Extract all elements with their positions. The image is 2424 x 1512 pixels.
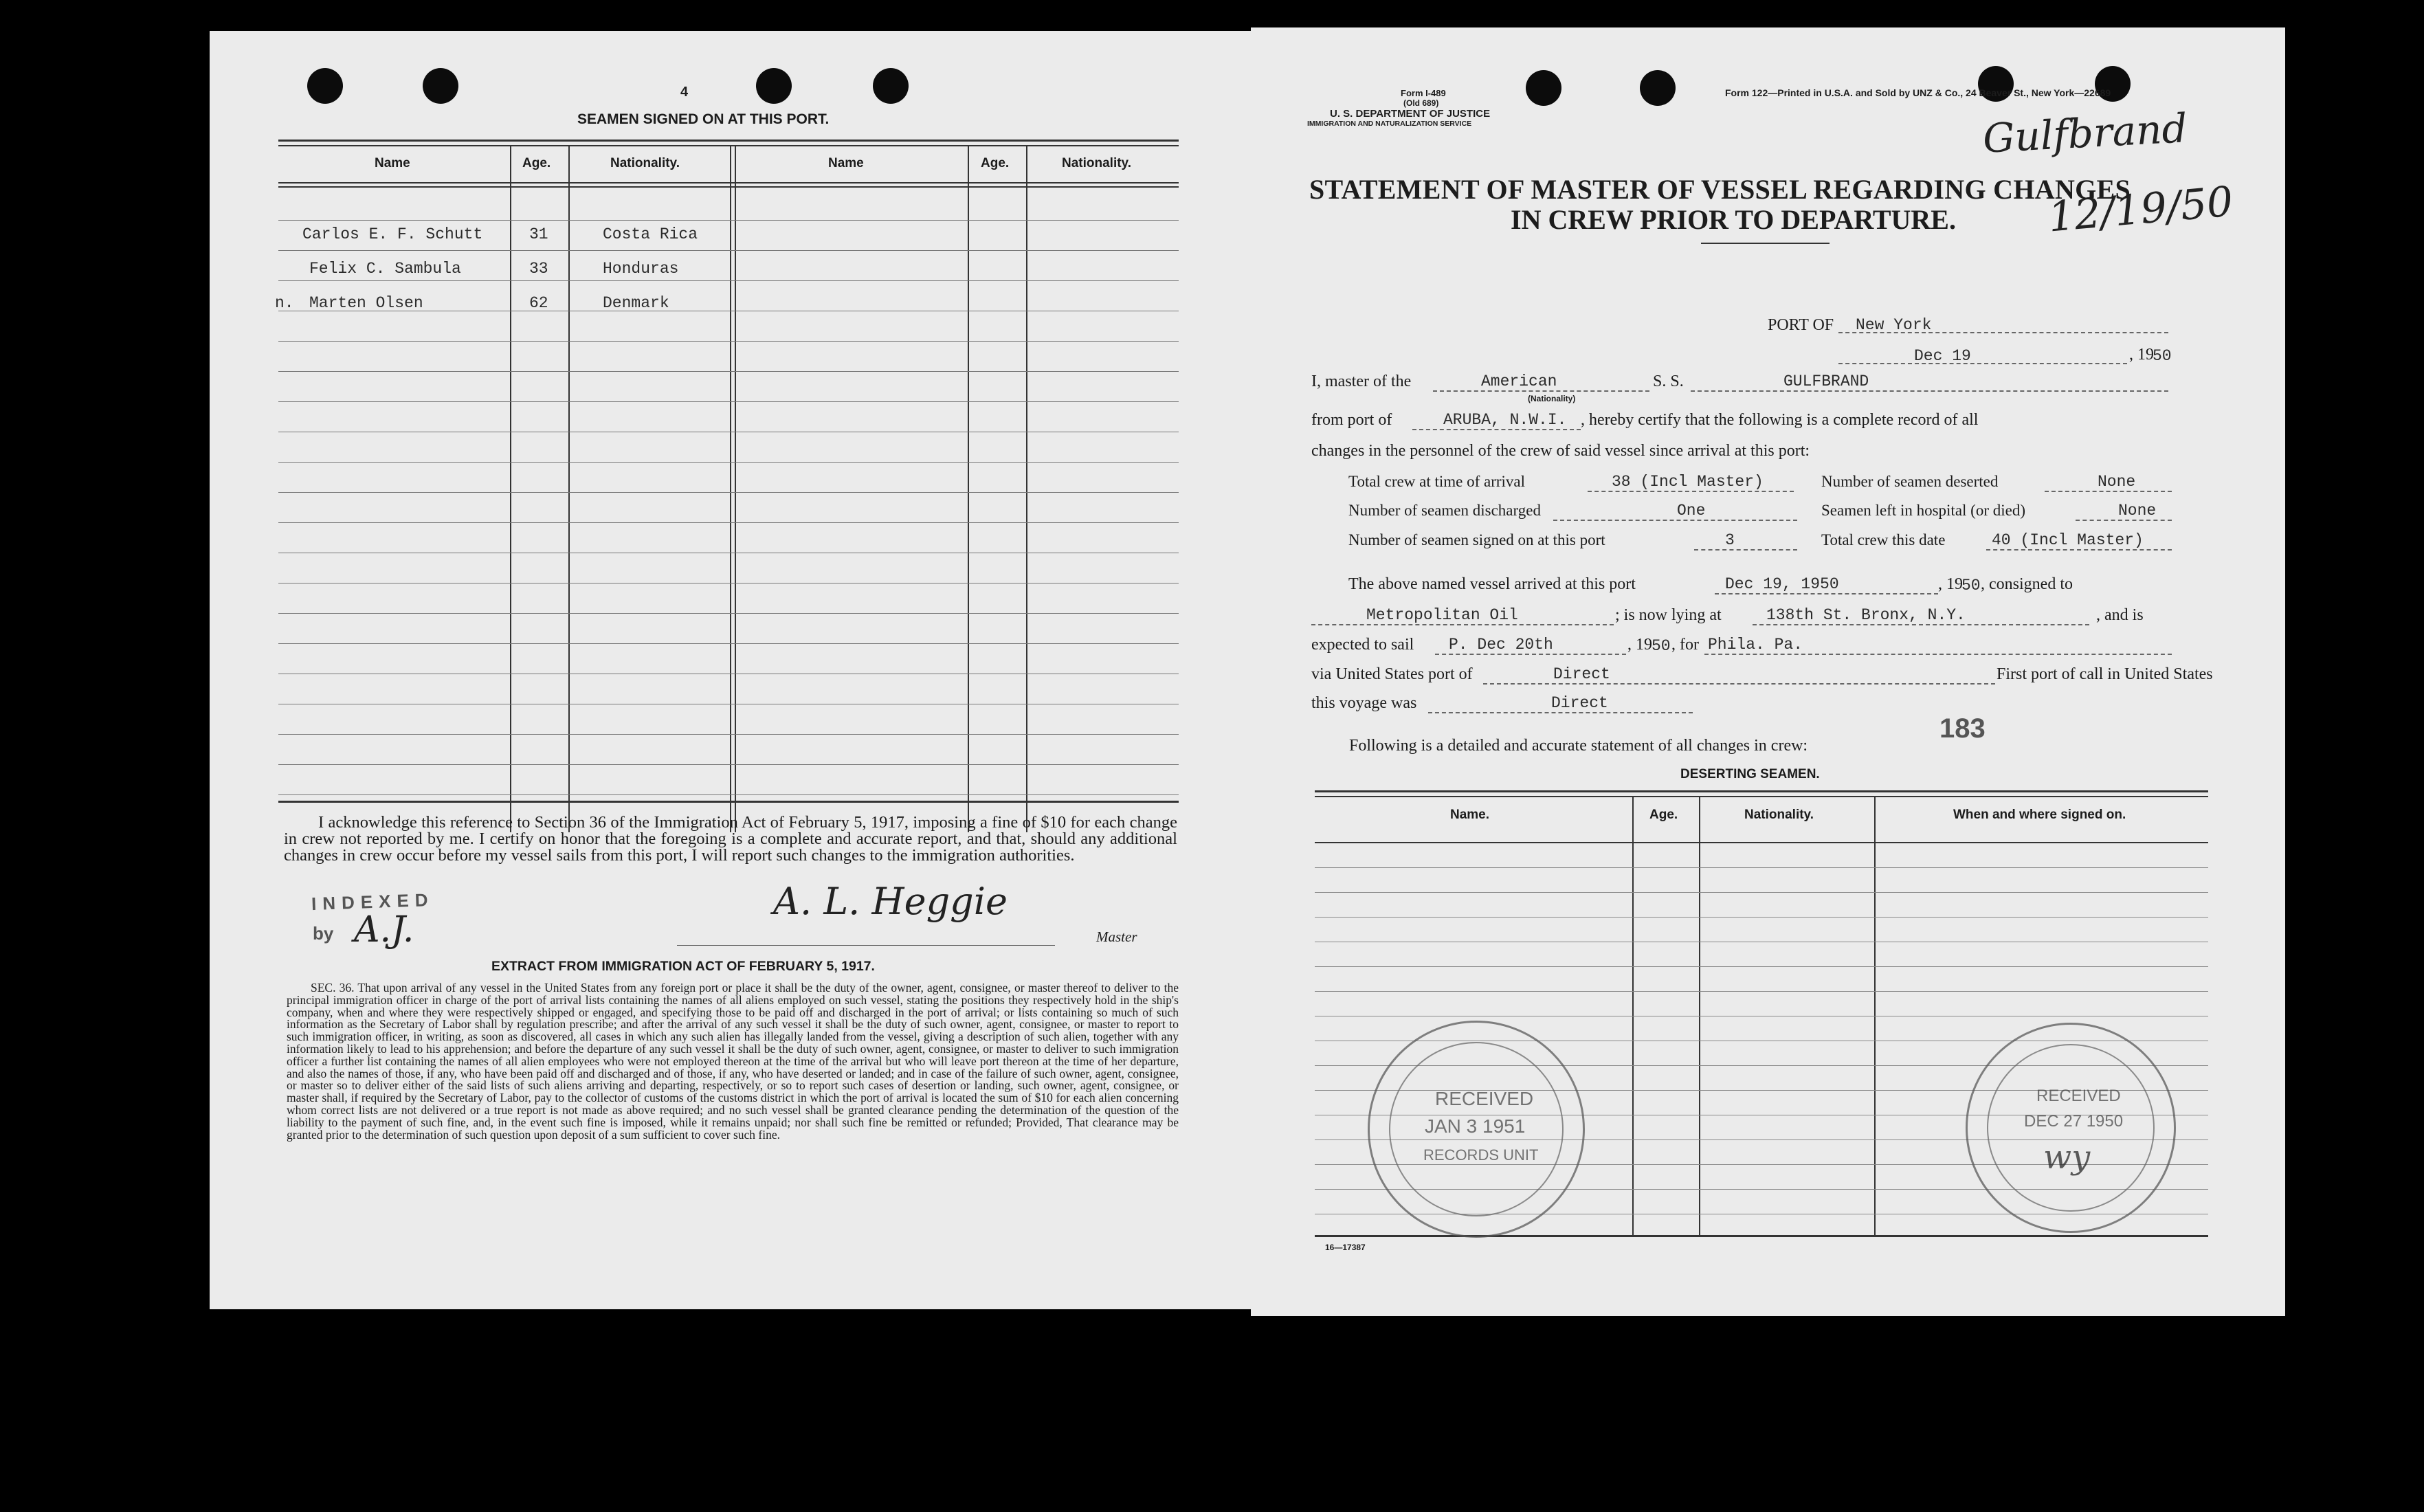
punch-hole	[756, 68, 792, 104]
from-port-value: ARUBA, N.W.I.	[1443, 411, 1567, 429]
seaman-nationality: Costa Rica	[603, 225, 698, 243]
master-signature: A. L. Heggie	[773, 880, 1008, 923]
statement-title-line-2: IN CREW PRIOR TO DEPARTURE.	[1511, 204, 1956, 235]
nationality-value: American	[1481, 373, 1557, 390]
col-age: Age.	[522, 156, 551, 170]
hospital-label: Seamen left in hospital (or died)	[1821, 502, 2026, 519]
ss-label: S. S.	[1653, 373, 1684, 390]
punch-hole	[1526, 70, 1561, 106]
stamp-unit-text: RECORDS UNIT	[1423, 1146, 1539, 1164]
stamp-date-text: DEC 27 1950	[2024, 1112, 2124, 1131]
received-stamp-right	[1966, 1023, 2176, 1233]
certify-text: , hereby certify that the following is a complete record of all	[1581, 411, 1979, 429]
row-prefix: n.	[275, 294, 294, 312]
seamen-deserted-label: Number of seamen deserted	[1821, 473, 1999, 490]
divider	[278, 801, 1179, 803]
footer-code: 16—17387	[1325, 1243, 1366, 1252]
and-is-label: , and is	[2096, 606, 2144, 624]
expected-label: expected to sail	[1311, 636, 1414, 654]
stamp-number: 183	[1939, 713, 1986, 744]
acknowledgement-text: I acknowledge this reference to Section 36 of the Immigration Act of February 5, 1917, imposing a fine of $10 for each change in crew not reported by me. I certify on honor that the foregoing is a complete and accurate report, and that, should any additional changes in crew occur before my vessel sails from this port, I will report such changes to the immigration authorities.	[284, 813, 1177, 865]
table-rule	[278, 462, 1179, 463]
lying-at-value: 138th St. Bronx, N.Y.	[1766, 606, 1966, 624]
via-port-value: Direct	[1553, 665, 1610, 683]
seaman-name: Felix C. Sambula	[309, 260, 461, 278]
for-label: , for	[1671, 636, 1699, 654]
seamen-signed-on-title: SEAMEN SIGNED ON AT THIS PORT.	[577, 111, 830, 127]
statement-title: STATEMENT OF MASTER OF VESSEL REGARDING CHANGES	[1309, 174, 2131, 205]
table-rule	[278, 643, 1179, 644]
stamp-received-text: RECEIVED	[1435, 1088, 1534, 1109]
col-name: Name.	[1450, 808, 1490, 822]
stamp-received-text: RECEIVED	[2036, 1087, 2121, 1105]
arrived-year-prefix: , 19	[1938, 575, 1963, 593]
extract-title: EXTRACT FROM IMMIGRATION ACT OF FEBRUARY 5, 1917.	[491, 959, 875, 974]
total-crew-arrival-label: Total crew at time of arrival	[1348, 473, 1526, 490]
total-crew-date: 40 (Incl Master)	[1992, 531, 2144, 549]
punch-hole	[1640, 70, 1676, 106]
service: IMMIGRATION AND NATURALIZATION SERVICE	[1307, 120, 1472, 128]
col-when-where: When and where signed on.	[1953, 808, 2126, 822]
lying-label: ; is now lying at	[1615, 606, 1722, 624]
seaman-nationality: Denmark	[603, 294, 669, 312]
received-stamp-left	[1368, 1021, 1585, 1238]
indexed-by-initials: A.J.	[354, 909, 414, 950]
col-nationality-2: Nationality.	[1062, 156, 1131, 170]
table-rule	[1315, 917, 2208, 918]
arrived-year: 50	[1961, 577, 1981, 594]
table-rule	[278, 613, 1179, 614]
first-port-label: First port of call in United States	[1997, 665, 2213, 683]
stamp-date-text: JAN 3 1951	[1425, 1115, 1526, 1137]
sail-date: P. Dec 20th	[1449, 636, 1553, 654]
seamen-discharged-label: Number of seamen discharged	[1348, 502, 1541, 519]
seaman-nationality: Honduras	[603, 260, 679, 278]
sail-year: 50	[1652, 637, 1671, 655]
seamen-discharged: One	[1677, 502, 1706, 520]
signed-on-value: 3	[1725, 531, 1735, 549]
master-label: Master	[1096, 929, 1137, 945]
report-year: 50	[2153, 347, 2172, 365]
col-nationality: Nationality.	[1744, 808, 1814, 822]
seaman-age: 62	[529, 294, 548, 312]
table-rule	[1315, 867, 2208, 868]
right-page	[1251, 27, 2285, 1316]
printer-note: Form 122—Printed in U.S.A. and Sold by UNZ & Co., 24 Beaver St., New York—22689	[1725, 87, 2111, 98]
deserting-seamen-title: DESERTING SEAMEN.	[1680, 767, 1820, 781]
punch-hole	[307, 68, 343, 104]
seamen-deserted: None	[2098, 473, 2136, 491]
signature-line	[677, 945, 1055, 946]
section-36-text: SEC. 36. That upon arrival of any vessel in the United States from any foreign port or place it shall be the duty of the owner, agent, consignee, or master thereof to deliver to the principal immigration officer in charge of the port of arrival lists containing the names of all aliens employed on such vessel, stating the positions they respectively hold in the ship's company, when and where they were respectively shipped or engaged, and specifying those to be paid off and discharged in the port of arrival; or lists containing so much of such information as the Secretary of Labor shall by regulation prescribe; and after the arrival of any such vessel it shall be the duty of such owner, agent, consignee, or master to report to such immigration officer, in writing, as soon as discovered, all cases in which any such alien has illegally landed from the vessel, giving a description of such alien, together with any information likely to lead to his apprehension; and before the departure of any such vessel it shall be the duty of such owner, agent, consignee, or master to deliver to such immigration officer a further list containing the names of all alien employees who were not employed thereon at the time of the arrival but who will leave port thereon at the time of her departure, and also the names of those, if any, who have been paid off and discharged and of those, if any, who have deserted or landed; and in case of the failure of such owner, agent, consignee, or master so to deliver either of the said lists of such aliens arriving and departing, respectively, or so to report such cases of desertion or landing, such owner, agent, consignee, or master shall, if required by the Secretary of Labor, pay to the collector of customs of the customs district in which the port of arrival is located the sum of $10 for each alien concerning whom correct lists are not delivered or a true report is not made as above required; and no such vessel shall be granted clearance pending the determination of the question of the liability to the payment of such fine, and, in the event such fine is imposed, while it remains unpaid; nor shall such fine be remitted or refunded; Provided, That clearance may be granted prior to the determination of such question upon deposit of a sum sufficient to cover such fine.	[287, 981, 1179, 1142]
signed-on-label: Number of seamen signed on at this port	[1348, 531, 1605, 548]
destination-value: Phila. Pa.	[1708, 636, 1803, 654]
form-id: Form I-489	[1401, 88, 1446, 98]
handwritten-date: 12/19/50	[2046, 177, 2236, 242]
table-rule	[278, 734, 1179, 735]
page-number: 4	[680, 85, 689, 100]
col-age-2: Age.	[981, 156, 1010, 170]
punch-hole	[873, 68, 909, 104]
hospital-value: None	[2118, 502, 2157, 520]
voyage-value: Direct	[1551, 694, 1608, 712]
sail-year-prefix: , 19	[1627, 636, 1652, 654]
left-page	[210, 31, 1251, 1309]
table-rule	[1315, 966, 2208, 967]
seaman-name: Carlos E. F. Schutt	[302, 225, 483, 243]
table-rule	[278, 492, 1179, 493]
total-crew-arrival: 38 (Incl Master)	[1612, 473, 1764, 491]
table-rule	[278, 341, 1179, 342]
table-rule	[278, 280, 1179, 281]
following-text: Following is a detailed and accurate statement of all changes in crew:	[1349, 737, 1808, 755]
nationality-caption: (Nationality)	[1528, 394, 1576, 403]
form-old: (Old 689)	[1403, 98, 1439, 108]
changes-text: changes in the personnel of the crew of said vessel since arrival at this port:	[1311, 442, 1810, 460]
arrived-date: Dec 19, 1950	[1725, 575, 1839, 593]
voyage-label: this voyage was	[1311, 694, 1417, 712]
indexed-stamp: INDEXED	[311, 889, 435, 915]
col-age: Age.	[1649, 808, 1678, 822]
seaman-name: Marten Olsen	[309, 294, 423, 312]
col-name-2: Name	[828, 156, 864, 170]
department: U. S. DEPARTMENT OF JUSTICE	[1330, 108, 1491, 120]
from-port-label: from port of	[1311, 411, 1392, 429]
table-rule	[1315, 991, 2208, 992]
report-date: Dec 19	[1914, 347, 1971, 365]
via-label: via United States port of	[1311, 665, 1473, 683]
handwritten-vessel-name: Gulfbrand	[1981, 104, 2189, 162]
table-rule	[278, 522, 1179, 523]
vessel-name: GULFBRAND	[1783, 373, 1869, 390]
punch-hole	[423, 68, 458, 104]
indexed-by-label: by	[313, 923, 334, 944]
stamp-initials: wy	[2043, 1138, 2091, 1177]
table-rule	[278, 401, 1179, 402]
table-rule	[278, 794, 1179, 795]
year-prefix: , 19	[2129, 346, 2154, 364]
total-crew-date-label: Total crew this date	[1821, 531, 1946, 548]
seaman-age: 33	[529, 260, 548, 278]
consignee-value: Metropolitan Oil	[1366, 606, 1518, 624]
col-nationality: Nationality.	[610, 156, 680, 170]
consigned-label: , consigned to	[1981, 575, 2073, 593]
port-value: New York	[1856, 316, 1932, 334]
port-of-label: PORT OF	[1768, 316, 1834, 334]
col-name: Name	[375, 156, 410, 170]
table-rule	[1315, 892, 2208, 893]
title-underline	[1701, 243, 1830, 244]
table-rule	[278, 764, 1179, 765]
arrived-label: The above named vessel arrived at this port	[1348, 575, 1636, 593]
table-rule	[278, 220, 1179, 221]
master-of-label: I, master of the	[1311, 373, 1412, 390]
table-rule	[278, 371, 1179, 372]
seaman-age: 31	[529, 225, 548, 243]
table-rule	[278, 250, 1179, 251]
